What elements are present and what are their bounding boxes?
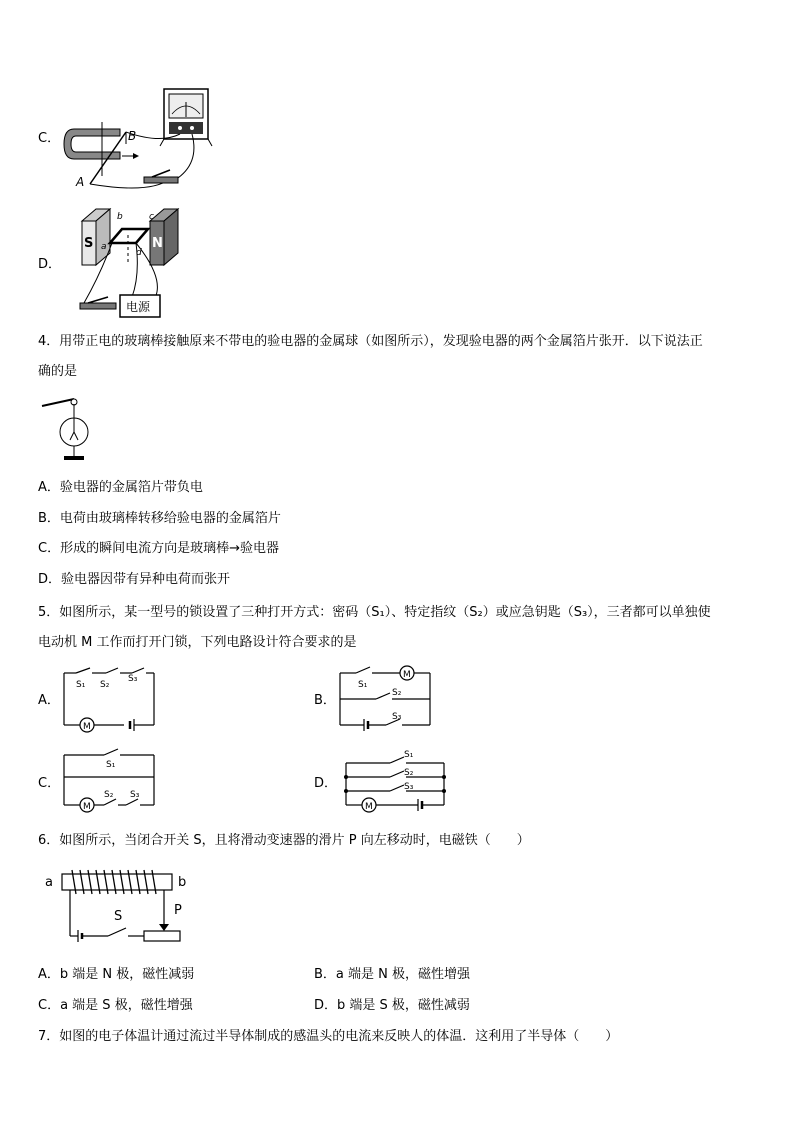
glass-rod: [42, 399, 74, 406]
q3-option-c-label: C．: [38, 131, 61, 146]
q4-stem-line1: 4．用带正电的玻璃棒接触原来不带电的验电器的金属球（如图所示），发现验电器的两个金属箔片张开．以下说法正: [38, 334, 703, 349]
q4-option-b: B．电荷由玻璃棒转移给验电器的金属箔片: [38, 511, 281, 526]
svg-text:S₃: S₃: [128, 674, 138, 684]
svg-text:S₂: S₂: [104, 790, 114, 800]
svg-text:S₂: S₂: [392, 688, 402, 698]
q5-option-d-label: D．: [314, 776, 338, 791]
q6-option-c: C．a 端是 S 极，磁性增强: [38, 998, 193, 1013]
label-a: a: [45, 875, 53, 890]
svg-text:M: M: [365, 802, 373, 812]
svg-text:a: a: [101, 242, 107, 252]
label-b: B: [128, 129, 137, 143]
horseshoe-magnet: [64, 129, 120, 159]
electroscope-base: [64, 456, 84, 460]
svg-text:S₂: S₂: [404, 768, 414, 778]
svg-text:S₃: S₃: [404, 782, 414, 792]
switch-d: [80, 303, 116, 309]
q6-electromagnet-figure: [42, 864, 202, 950]
svg-text:S₁: S₁: [358, 680, 368, 690]
svg-text:M: M: [83, 802, 91, 812]
q3-option-c-figure: [60, 84, 220, 194]
svg-text:S₂: S₂: [100, 680, 110, 690]
svg-text:P: P: [174, 903, 182, 918]
svg-text:S₁: S₁: [76, 680, 86, 690]
label-b: b: [178, 875, 187, 890]
svg-text:M: M: [403, 670, 411, 680]
svg-text:M: M: [83, 722, 91, 732]
q5-option-c-label: C．: [38, 776, 61, 791]
coil: [110, 229, 148, 243]
label-n: N: [152, 236, 163, 251]
svg-text:d: d: [136, 248, 142, 258]
q4-option-a: A．验电器的金属箔片带负电: [38, 480, 203, 495]
q5-circuit-d: [340, 745, 452, 817]
switch: [144, 177, 178, 183]
q5-option-b-label: B．: [314, 693, 336, 708]
svg-text:S₁: S₁: [106, 760, 116, 770]
q5-circuit-c: [60, 745, 160, 815]
q7-stem: 7．如图的电子体温计通过流过半导体制成的感温头的电流来反映人的体温．这利用了半导体（ ）: [38, 1029, 619, 1044]
q4-stem-line2: 确的是: [38, 364, 78, 379]
label-a: A: [76, 175, 85, 189]
q6-option-d: D．b 端是 S 极，磁性减弱: [314, 998, 470, 1013]
slider-p: [159, 924, 169, 931]
q3-option-d-label: D．: [38, 257, 62, 272]
svg-text:S₃: S₃: [392, 712, 402, 722]
q4-option-d: D．验电器因带有异种电荷而张开: [38, 572, 231, 587]
q6-option-a: A．b 端是 N 极，磁性减弱: [38, 967, 195, 982]
svg-text:电源: 电源: [126, 300, 151, 314]
q5-stem-line1: 5．如图所示，某一型号的锁设置了三种打开方式：密码（S₁）、特定指纹（S₂）或应急钥匙（S₃），三者都可以单独使: [38, 605, 711, 620]
q6-stem: 6．如图所示，当闭合开关 S，且将滑动变速器的滑片 P 向左移动时，电磁铁（ ）: [38, 833, 530, 848]
q4-electroscope-figure: [40, 394, 96, 466]
svg-text:S₃: S₃: [130, 790, 140, 800]
svg-text:c: c: [149, 212, 154, 222]
label-s: S: [84, 236, 94, 251]
q5-stem-line2: 电动机 M 工作而打开门锁，下列电路设计符合要求的是: [38, 635, 357, 650]
q5-circuit-b: [336, 663, 436, 735]
q6-option-b: B．a 端是 N 极，磁性增强: [314, 967, 471, 982]
q4-option-c: C．形成的瞬间电流方向是玻璃棒→验电器: [38, 541, 279, 556]
q5-circuit-a: [60, 665, 160, 737]
galvanometer-terminals: [169, 122, 203, 134]
svg-text:S₁: S₁: [404, 750, 414, 760]
q3-option-d-figure: [70, 205, 200, 323]
svg-text:b: b: [117, 212, 123, 222]
q5-option-a-label: A．: [38, 693, 60, 708]
svg-text:S: S: [114, 909, 123, 924]
